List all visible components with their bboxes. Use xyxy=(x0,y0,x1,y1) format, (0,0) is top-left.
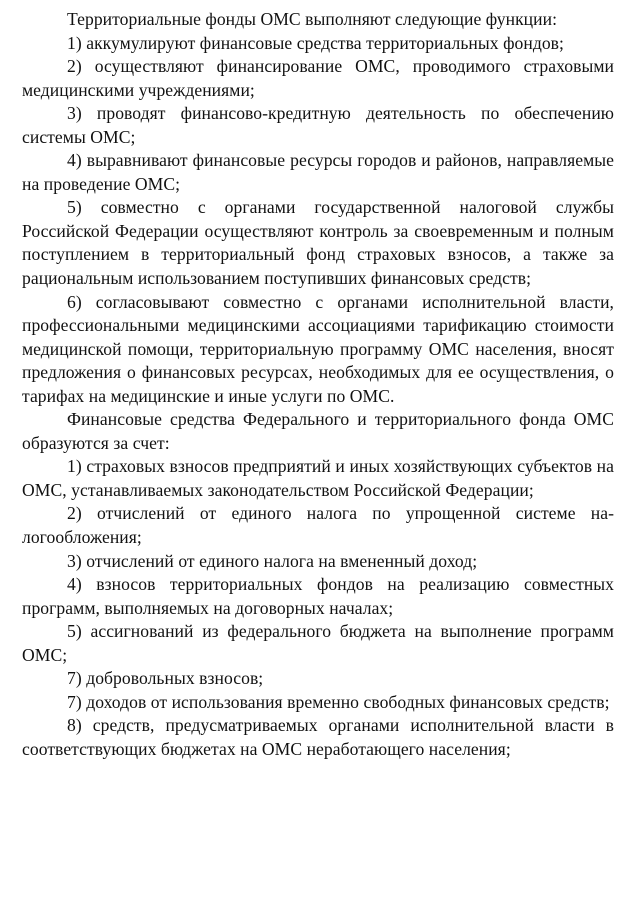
paragraph-function-4 xyxy=(22,149,614,196)
paragraph-funding-sources-intro xyxy=(22,408,614,455)
paragraph-function-1 xyxy=(22,32,614,56)
paragraph-source-2 xyxy=(22,502,614,549)
paragraph-source-voluntary xyxy=(22,667,614,691)
paragraph-text: 3) проводят финансово-кредитную деятельность по обеспечению системы ОМС; xyxy=(22,103,614,147)
paragraph-text: 1) страховых взносов предприятий и иных хозяйствующих субъектов на ОМС, устанавливаемых законодательством Российской Федерации; xyxy=(22,456,614,500)
paragraph-text: 8) средств, предусматриваемых органами исполнительной власти в соответствующих бюджетах на ОМС неработающего населения; xyxy=(22,715,614,759)
paragraph-source-4 xyxy=(22,573,614,620)
paragraph-function-2 xyxy=(22,55,614,102)
paragraph-text: 5) ассигнований из федерального бюджета на выполнение программ ОМС; xyxy=(22,621,614,665)
paragraph-text: 7) добровольных взносов; xyxy=(67,668,264,689)
paragraph-territorial-funds-functions-intro xyxy=(22,8,614,32)
paragraph-source-8 xyxy=(22,714,614,761)
paragraph-source-3 xyxy=(22,550,614,574)
paragraph-text: Финансовые средства Федерального и территориального фонда ОМС образуются за счет: xyxy=(22,409,614,453)
paragraph-source-7 xyxy=(22,691,614,715)
paragraph-text: 1) аккумулируют финансовые средства территориальных фондов; xyxy=(67,32,564,53)
paragraph-text: 7) доходов от использования временно свободных финансовых средств; xyxy=(67,691,610,712)
paragraph-source-5 xyxy=(22,620,614,667)
paragraph-source-1 xyxy=(22,455,614,502)
paragraph-function-6 xyxy=(22,291,614,409)
paragraph-text: 2) отчислений от единого налога по упрощенной системе налогообложения; xyxy=(22,503,614,548)
paragraph-function-3 xyxy=(22,102,614,149)
paragraph-text: 5) совместно с органами государственной налоговой службы Российской Федерации осуществляют контроль за своевременным и полным поступлением в территориальный фонд страховых взносов, а также за рациональным использованием поступивших финансовых средств; xyxy=(22,197,614,289)
paragraph-text: 6) согласовывают совместно с органами исполнительной власти, профессиональными медицинскими ассоциациями тарификацию стоимости медицинской помощи, территориальную программу ОМС населения, вносят предложения о финансовых ресурсах, необходимых для ее осуществления, о тарифах на медицинские и иные услуги по ОМС. xyxy=(22,291,614,406)
paragraph-text: 4) выравнивают финансовые ресурсы городов и районов, направляемые на проведение ОМС; xyxy=(22,150,614,194)
paragraph-text: Территориальные фонды ОМС выполняют следующие функции: xyxy=(67,9,558,29)
paragraph-text: 4) взносов территориальных фондов на реализацию совместных программ, выполняемых на договорных началах; xyxy=(22,574,614,618)
paragraph-text: 3) отчислений от единого налога на вмененный доход; xyxy=(67,550,478,571)
paragraph-text: 2) осуществляют финансирование ОМС, проводимого страховыми медицинскими учреждениями; xyxy=(22,56,614,100)
paragraph-function-5 xyxy=(22,196,614,290)
